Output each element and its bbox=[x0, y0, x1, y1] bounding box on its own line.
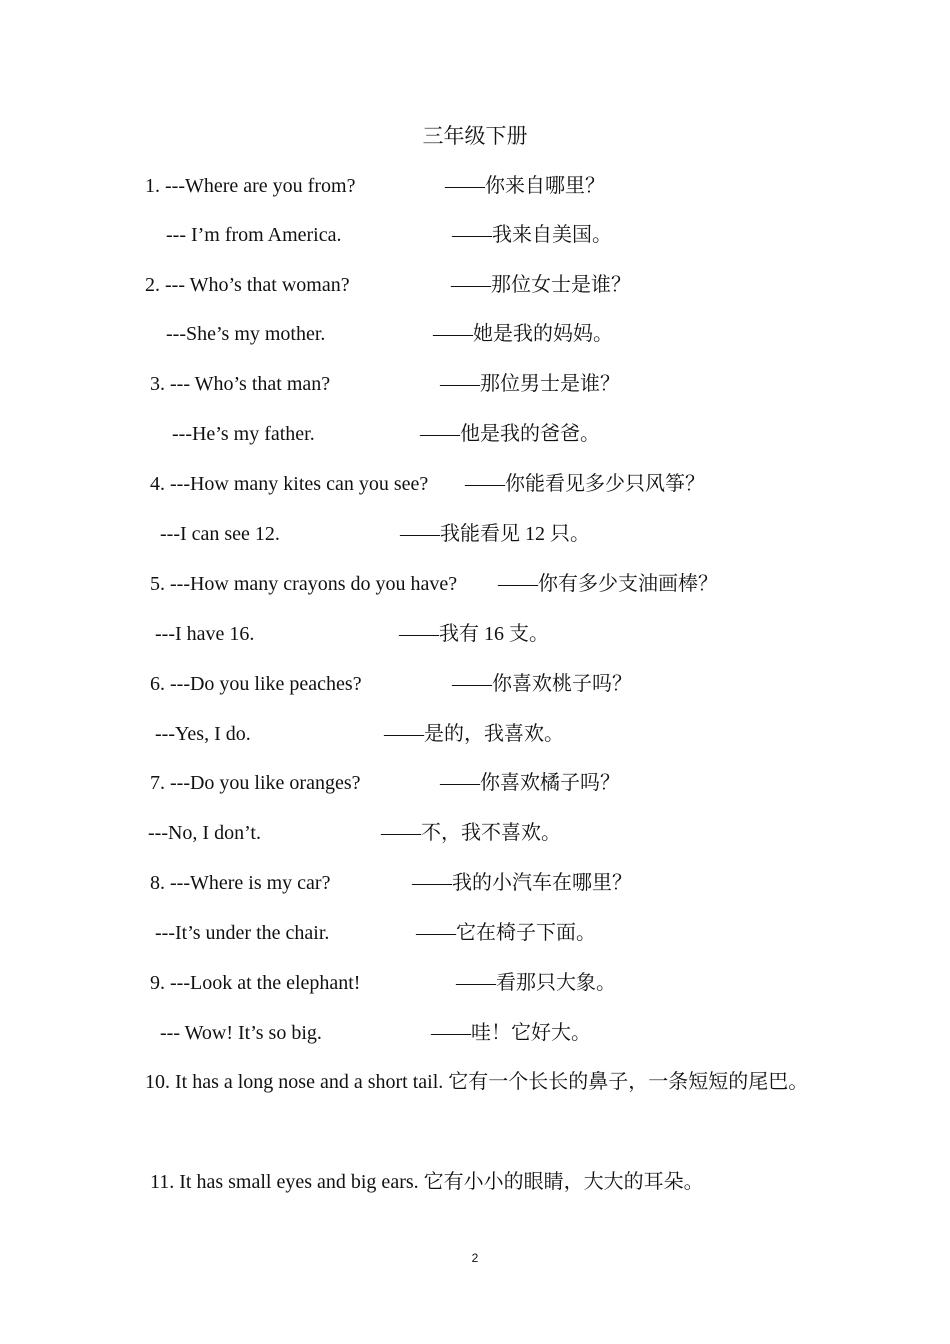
chinese-text: ——哇！它好大。 bbox=[431, 1022, 591, 1044]
chinese-text: ——你能看见多少只风筝？ bbox=[465, 473, 705, 495]
english-text: 5. ---How many crayons do you have? bbox=[150, 573, 458, 595]
english-text: 6. ---Do you like peaches? bbox=[150, 673, 362, 695]
chinese-text: ——那位女士是谁？ bbox=[451, 274, 631, 296]
english-text: 2. --- Who’s that woman? bbox=[145, 274, 350, 296]
chinese-text: ——它在椅子下面。 bbox=[416, 922, 596, 944]
chinese-text: ——看那只大象。 bbox=[456, 972, 616, 994]
english-text: --- I’m from America. bbox=[166, 224, 342, 246]
english-text: ---Yes, I do. bbox=[155, 723, 251, 745]
sentence-item-10: 10. It has a long nose and a short tail. 它有一个长长的鼻子，一条短短的尾巴。 bbox=[145, 1071, 809, 1093]
english-text: ---She’s my mother. bbox=[166, 323, 326, 345]
english-text: 4. ---How many kites can you see? bbox=[150, 473, 429, 495]
chinese-text: ——是的，我喜欢。 bbox=[384, 723, 564, 745]
english-text: 1. ---Where are you from? bbox=[145, 175, 356, 197]
sentence-item-11: 11. It has small eyes and big ears. 它有小小的眼睛，大大的耳朵。 bbox=[150, 1171, 704, 1193]
english-text: ---No, I don’t. bbox=[148, 822, 261, 844]
english-text: 7. ---Do you like oranges? bbox=[150, 772, 361, 794]
chinese-text: ——她是我的妈妈。 bbox=[433, 323, 613, 345]
english-text: ---I can see 12. bbox=[160, 523, 280, 545]
chinese-text: ——他是我的爸爸。 bbox=[420, 423, 600, 445]
english-text: --- Wow! It’s so big. bbox=[160, 1022, 322, 1044]
english-text: 3. --- Who’s that man? bbox=[150, 373, 331, 395]
chinese-text: ——我来自美国。 bbox=[452, 224, 612, 246]
chinese-text: ——你有多少支油画棒？ bbox=[498, 573, 718, 595]
chinese-text: ——我有 16 支。 bbox=[399, 623, 549, 645]
chinese-text: ——那位男士是谁？ bbox=[440, 373, 620, 395]
english-text: 8. ---Where is my car? bbox=[150, 872, 331, 894]
chinese-text: ——你喜欢桃子吗？ bbox=[452, 673, 632, 695]
english-text: 9. ---Look at the elephant! bbox=[150, 972, 361, 994]
chinese-text: ——你来自哪里？ bbox=[445, 175, 605, 197]
chinese-text: ——我的小汽车在哪里？ bbox=[412, 872, 632, 894]
english-text: ---He’s my father. bbox=[172, 423, 315, 445]
english-text: ---I have 16. bbox=[155, 623, 255, 645]
page-number: 2 bbox=[471, 1251, 479, 1265]
page-title: 三年级下册 bbox=[422, 124, 528, 148]
english-text: ---It’s under the chair. bbox=[155, 922, 330, 944]
chinese-text: ——我能看见 12 只。 bbox=[400, 523, 590, 545]
chinese-text: ——你喜欢橘子吗？ bbox=[440, 772, 620, 794]
chinese-text: ——不，我不喜欢。 bbox=[381, 822, 561, 844]
